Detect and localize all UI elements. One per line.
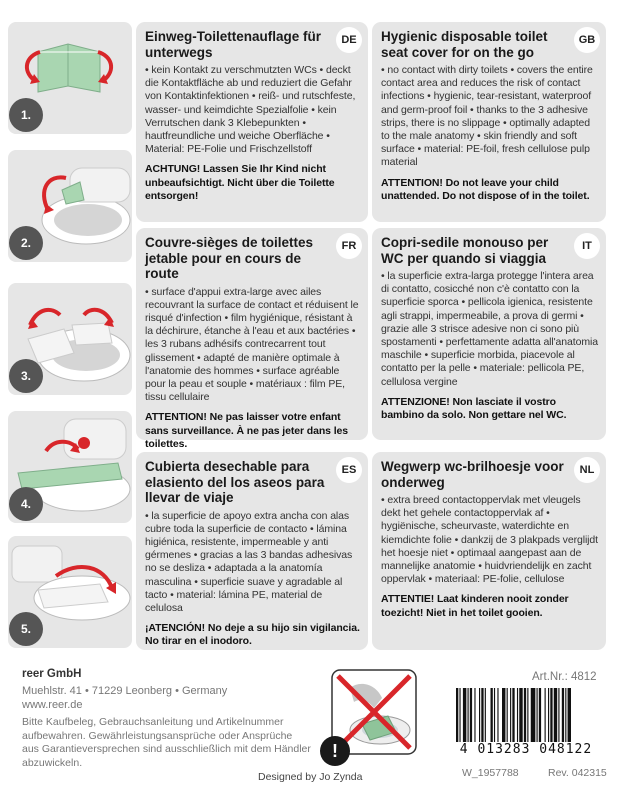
card-fr xyxy=(136,228,368,450)
card-warning: ATTENTION! Do not leave your child unattended. Do not dispose of in the toilet. xyxy=(381,176,590,202)
card-title: Hygienic disposable toilet seat cover for on the go xyxy=(381,29,548,60)
card-de xyxy=(136,22,368,222)
designer-credit: Designed by Jo Zynda xyxy=(258,771,363,783)
card-title: Cubierta desechable para elasiento del los aseos para llevar de viaje xyxy=(145,459,325,505)
warranty-note: Bitte Kaufbeleg, Gebrauchsanleitung und Artikelnummer aufbewahren. Gewährleistungsansprüche oder Ansprüche aus Garantieversprechen sind ausschließlich mit dem Händler abzuwickeln. xyxy=(22,716,311,769)
barcode xyxy=(452,688,602,766)
barcode-digits: 4 013283 048122 xyxy=(446,742,606,757)
card-title: Couvre-sièges de toilettes jetable pour en cours de route xyxy=(145,235,314,281)
step-1-illustration xyxy=(8,22,132,134)
card-es xyxy=(136,452,368,650)
step-number: 4. xyxy=(9,487,43,521)
card-title: Copri-sedile monouso per WC per quando si viaggia xyxy=(381,235,549,266)
card-it xyxy=(372,228,606,440)
step-2-illustration xyxy=(8,150,132,262)
language-badge: DE xyxy=(336,27,362,53)
language-badge: IT xyxy=(574,233,600,259)
barcode-bars xyxy=(452,688,602,744)
company-address: Muehlstr. 41 • 71229 Leonberg • Germany xyxy=(22,685,228,697)
step-number: 3. xyxy=(9,359,43,393)
language-badge: GB xyxy=(574,27,600,53)
step-number: 1. xyxy=(9,98,43,132)
step-5-illustration xyxy=(8,536,132,648)
step-number: 5. xyxy=(9,612,43,646)
card-warning: ATTENZIONE! Non lasciate il vostro bambino da solo. Non gettare nel WC. xyxy=(381,395,567,422)
card-warning: ATTENTION! Ne pas laisser votre enfant sans surveillance. À ne pas jeter dans les toilettes. xyxy=(145,411,348,450)
card-body: • la superficie extra-larga protegge l'intera area di contatto, cosicché non c'è contatto con la superficie sporca • pellicola igienica, resistente agli strappi, impermeabile, a prova di germi • grazie alle 3 strisce adesive non ci sono più spostamenti • perfettamente adatta all'anatomia maschile • superficie morbida, piacevole al contatto per la pelle • materiale: pellicola PE, cellulosa vergine xyxy=(381,270,598,388)
card-body: • no contact with dirty toilets • covers the entire contact area and reduces the risk of contact infections • hygienic, tear-resistant, waterproof and germ-proof foil • thanks to the 3 adhesive strips, there is no slippage • optimally adapted to the male anatomy • skin friendly and soft surface • material: PE-foil, fresh cellulose pulp material xyxy=(381,64,593,169)
step-number: 2. xyxy=(9,226,43,260)
card-body: • kein Kontakt zu verschmutzten WCs • deckt die Kontaktfläche ab und reduziert die Gefahr von Kontaktinfektionen • reiß- und rutschfeste, wasser- und keimdichte Spezialfolie • kein Verrutschen dank 3 Klebepunkten • hautfreundliche und weiche Oberfläche • Material: PE-Folie und Frischzellstoff xyxy=(145,64,356,156)
warning-symbol-text: ! xyxy=(332,741,338,761)
w-code: W_1957788 xyxy=(462,767,519,779)
company-name: reer GmbH xyxy=(22,668,82,680)
card-body: • extra breed contactoppervlak met vleugels dekt het gehele contactoppervlak af • hygiënische, scheurvaste, waterdichte en kiemdichte folie • dankzij de 3 plakpads verglijdt het hoesje niet • optimaal aangepast aan de mannelijke anatomie • huidvriendelijk en zacht oppervlak • materiaal: PE-folie, cellulose xyxy=(381,494,598,586)
language-badge: ES xyxy=(336,457,362,483)
card-warning: ATTENTIE! Laat kinderen nooit zonder toezicht! Niet in het toilet gooien. xyxy=(381,593,569,619)
company-website: www.reer.de xyxy=(22,699,83,711)
step-3-illustration xyxy=(8,283,132,395)
card-title: Wegwerp wc-brilhoesje voor onderweg xyxy=(381,459,564,490)
revision: Rev. 042315 xyxy=(548,767,607,779)
article-number: Art.Nr.: 4812 xyxy=(532,671,597,683)
card-warning: ¡ATENCIÓN! No deje a su hijo sin vigilancia. No tirar en el inodoro. xyxy=(145,622,360,648)
card-title: Einweg-Toilettenauflage für unterwegs xyxy=(145,29,322,60)
language-badge: NL xyxy=(574,457,600,483)
card-body: • surface d'appui extra-large avec ailes recouvrant la surface de contact et réduisent le risqué d'infection • film hygiénique, résistant à la déchirure, étanche à l'eau et aux bactéries • les 3 rubans adhésifs contrecarrent tout glissement • adapté de manière optimale à l'anatomie des hommes • surface agréable pour la peau et souple • matériaux : film PE, tissu cellulaire xyxy=(145,285,359,404)
card-warning: ACHTUNG! Lassen Sie Ihr Kind nicht unbeaufsichtigt. Nicht über die Toilette entsorgen! xyxy=(145,163,335,202)
card-nl xyxy=(372,452,606,650)
card-body: • la superficie de apoyo extra ancha con alas cubre toda la superficie de contacto • lámina higiénica, resistente, impermeable y anti gérmenes • gracias a las 3 bandas adhesivas no se desliza • adaptada a la anatomía masculina • superficie suave y agradable al tacto • material: lámina PE, material de celulosa xyxy=(145,509,353,614)
card-gb xyxy=(372,22,606,222)
language-badge: FR xyxy=(336,233,362,259)
warning-symbol xyxy=(320,736,350,766)
step-4-illustration xyxy=(8,411,132,523)
